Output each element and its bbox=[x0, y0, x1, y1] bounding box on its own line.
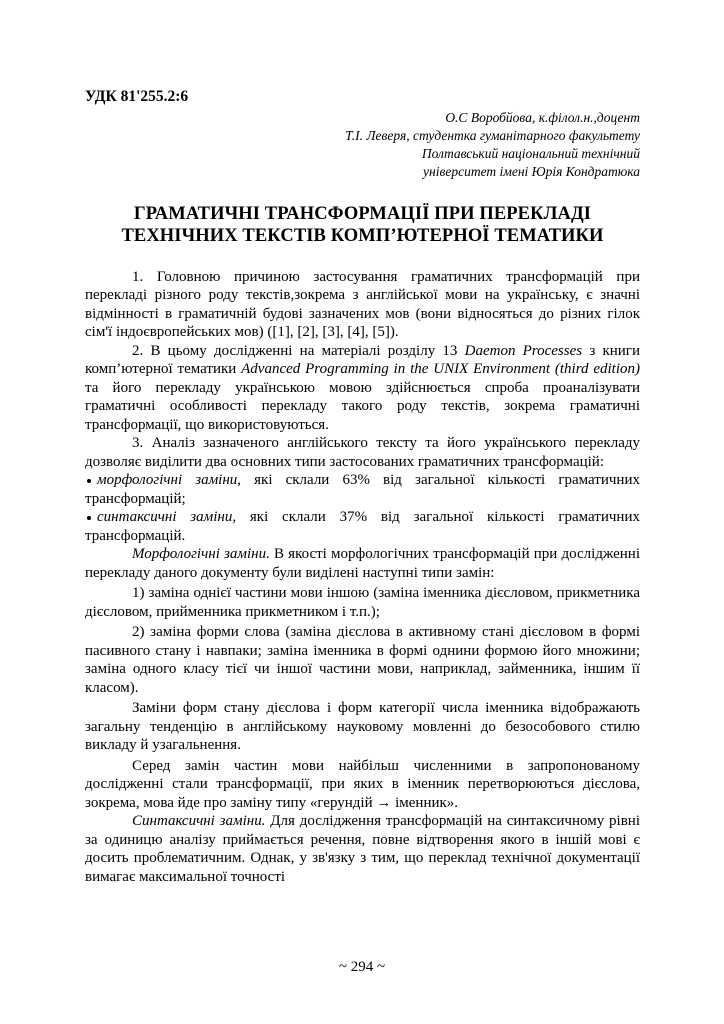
italic-run: Морфологічні заміни. bbox=[132, 546, 270, 562]
text-run: та його перекладу українською мовою здійснюється спроба проаналізувати граматичні особливості перекладу такого роду текстів, зокрема граматичні трансформації, що використовуються. bbox=[85, 379, 640, 433]
affiliation-line: Полтавський національний технічний bbox=[421, 145, 640, 161]
paragraph-5: 1) заміна однієї частини мови іншою (заміна іменника дієсловом, прикметника дієсловом, прийменника прикметником і т.п.); bbox=[85, 585, 640, 620]
text-run: , які склали 63% від загальної кількості граматичних трансформацій; bbox=[85, 472, 640, 507]
article-title bbox=[85, 203, 640, 247]
italic-run: морфологічні заміни bbox=[97, 472, 238, 488]
udc-code: УДК 81'255.2:6 bbox=[85, 88, 189, 105]
text-run: , які склали 37% від загальної кількості граматичних трансформацій. bbox=[85, 509, 640, 544]
paragraph-4 bbox=[85, 545, 640, 582]
bullet-icon bbox=[87, 479, 91, 483]
page-number: ~ 294 ~ bbox=[338, 959, 386, 975]
paragraph-9 bbox=[85, 812, 640, 886]
paragraph-3: 3. Аналіз зазначеного англійського тексту та його українського перекладу дозволяє виділити два основних типи застосованих граматичних трансформацій: bbox=[85, 435, 640, 470]
paragraph-7: Заміни форм стану дієслова і форм категорії числа іменника відображають загальну тенденцію в англійському науковому мовленні до безособового стилю викладу й узагальнення. bbox=[85, 700, 640, 753]
paragraph-8: Серед замін частин мови найбільш численними в запропонованому дослідженні стали трансформації, при яких в іменник перетворюються дієслова, зокрема, мова йде про заміну типу «герундій → іменник». bbox=[85, 757, 640, 811]
title-line: ТЕХНІЧНИХ ТЕКСТІВ КОМП’ЮТЕРНОЇ ТЕМАТИКИ bbox=[121, 225, 604, 246]
author-block bbox=[85, 109, 640, 181]
bullet-icon bbox=[87, 516, 91, 520]
paragraph-6: 2) заміна форми слова (заміна дієслова в активному стані дієсловом в формі пасивного стану і навпаки; заміна іменника в формі однини формою його множини; заміна одного класу тієї чи іншої частини мови, наприклад, займенника, іншим її класом). bbox=[85, 624, 640, 696]
author-line: Т.І. Леверя, студентка гуманітарного факультету bbox=[345, 127, 640, 143]
italic-run: Advanced Programming in the UNIX Environment (third edition) bbox=[241, 361, 640, 377]
title-line: ГРАМАТИЧНІ ТРАНСФОРМАЦІЇ ПРИ ПЕРЕКЛАДІ bbox=[133, 203, 592, 224]
text-run: Для дослідження трансформацій на синтаксичному рівні за одиницю аналізу приймається речення, повне відтворення якого в іншій мові є досить проблематичним. Однак, у зв'язку з тим, що переклад технічної документації вимагає максимальної точності bbox=[85, 813, 641, 885]
affiliation-line: університет імені Юрія Кондратюка bbox=[423, 163, 640, 179]
text-run: з книги комп’ютерної тематики bbox=[85, 342, 640, 377]
text-run: В якості морфологічних трансформацій при дослідженні перекладу даного документу були виділені наступні типи замін: bbox=[85, 546, 640, 581]
italic-run: синтаксичні заміни bbox=[97, 509, 233, 525]
italic-run: Daemon Processes bbox=[464, 342, 583, 359]
text-run: 2. В цьому дослідженні на матеріалі розділу 13 bbox=[132, 342, 465, 359]
italic-run: Синтаксичні заміни. bbox=[132, 813, 266, 829]
bullet-item-2 bbox=[85, 508, 640, 545]
author-line: О.С Воробйова, к.філол.н.,доцент bbox=[445, 109, 640, 125]
paragraph-1: 1. Головною причиною застосування граматичних трансформацій при перекладі різного роду текстів,зокрема з англійської мови на українську, є значні відмінності в граматичній будові зазначених мов (вони відносяться до різних гілок сім'ї індоєвропейських мов) ([1], [2], [3], [4], [5]). bbox=[85, 268, 640, 340]
paragraph-2 bbox=[85, 342, 640, 435]
bullet-item-1 bbox=[85, 471, 640, 508]
